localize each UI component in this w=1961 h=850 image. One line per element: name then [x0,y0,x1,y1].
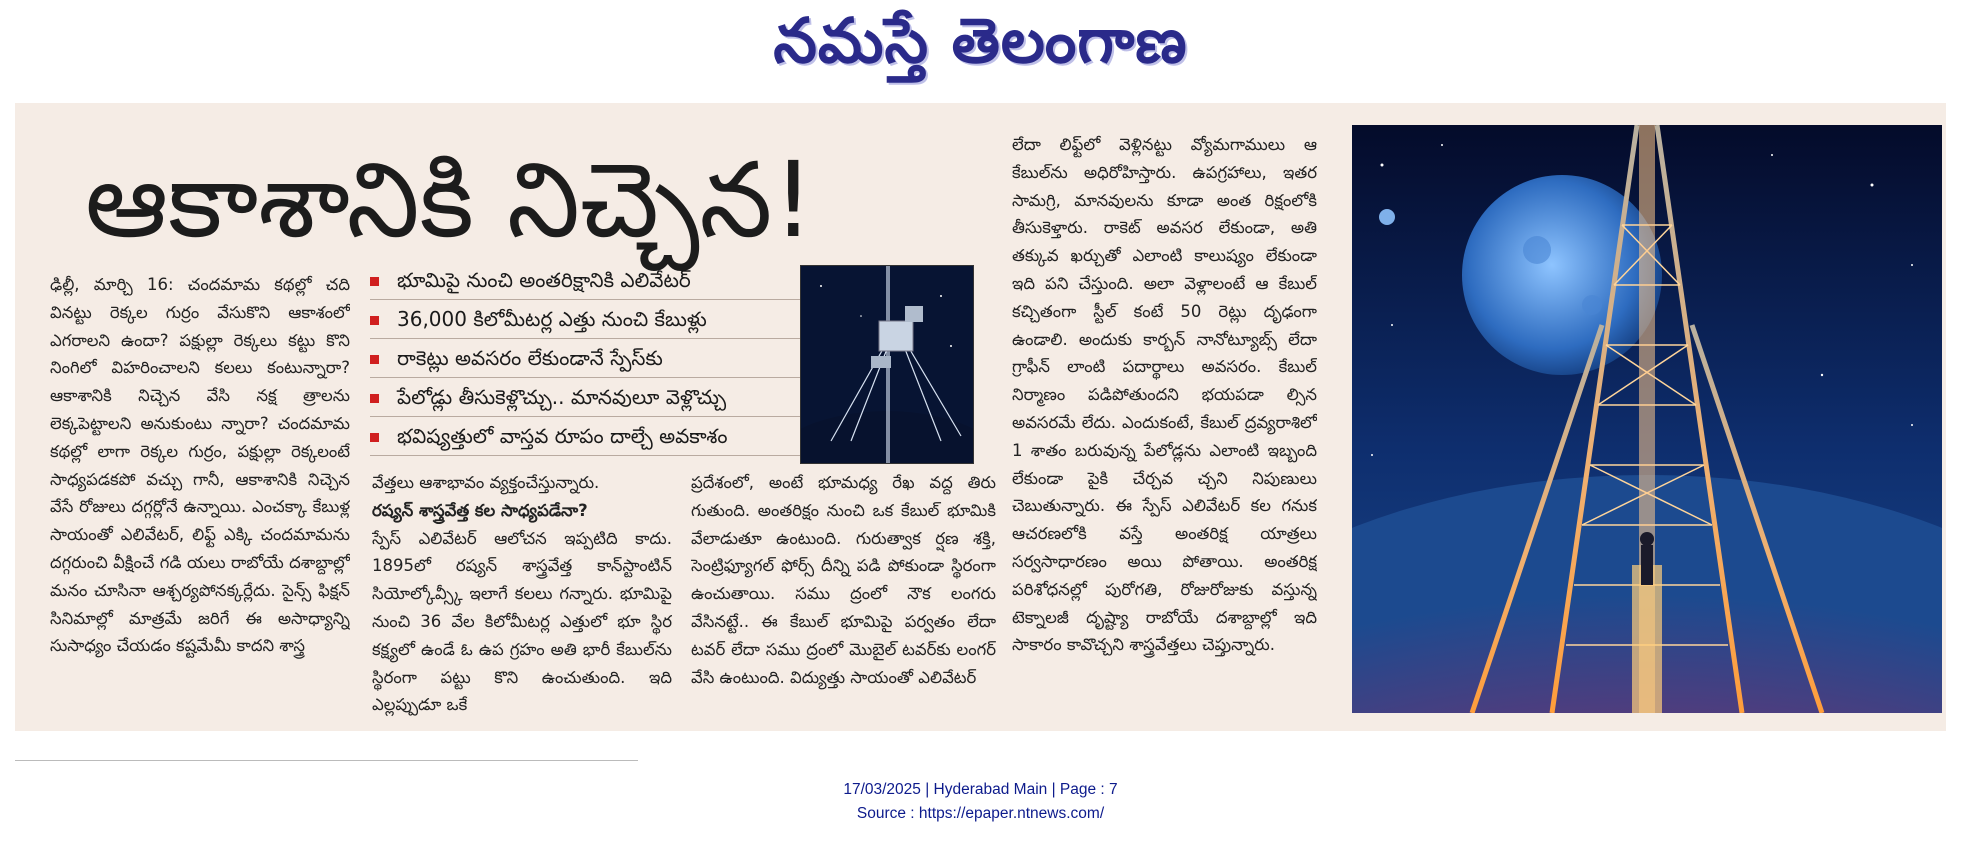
highlight-item: 36,000 కిలోమీటర్ల ఎత్తు నుంచి కేబుళ్లు [370,300,810,339]
space-elevator-inset-image [800,265,974,464]
article-column-3 [691,469,996,721]
newspaper-masthead: నమస్తే తెలంగాణ [773,4,1188,77]
subheading: రష్యన్ శాస్త్రవేత్త కల సాధ్యపడేనా? [372,500,588,520]
space-elevator-illustration [1352,125,1942,713]
highlights-list [370,261,810,456]
article-column-2 [372,469,672,721]
column-2-lead: వేత్తలు ఆశాభావం వ్యక్తంచేస్తున్నారు. [372,473,600,492]
bullet-square-icon [370,394,379,403]
edition-info: 17/03/2025 | Hyderabad Main | Page : 7 [843,781,1118,798]
bullet-square-icon [370,316,379,325]
section-divider [15,760,638,761]
bullet-square-icon [370,355,379,364]
article-block [15,103,1946,731]
column-4-text: లేదా లిఫ్ట్‌లో వెళ్లినట్టు వ్యోమగాములు ఆ కేబుల్‌ను అధిరోహిస్తారు. ఉపగ్రహాలు, ఇతర సామగ్రి, మానవులను కూడా అంత రిక్షంలోకి తీసుకెళ్తారు. రాకెట్ అవసర లేకుండా, అతి తక్కువ ఖర్చుతో ఎలాంటి కాలుష్యం లేకుండా ఇది పని చేస్తుంది. అలా వెళ్లాలంటే ఆ కేబుల్ కచ్చితంగా స్టీల్ కంటే 50 రెట్లు దృఢంగా ఉండాలి. అందుకు కార్బన్ నానోట్యూబ్స్ లేదా గ్రాఫీన్ లాంటి పదార్థాలు అవసరం. కేబుల్ నిర్మాణం పడిపోతుందని భయపడా ల్సిన అవసరమే లేదు. ఎందుకంటే, కేబుల్ ద్రవ్యరాశిలో 1 శాతం బరువున్న పేలోడ్లను ఎలాంటి ఇబ్బంది లేకుండా పైకి చేర్చవ చ్చని నిపుణులు చెబుతున్నారు. ఈ స్పేస్ ఎలివేటర్ కల గనుక ఆచరణలోకి వస్తే అంతరిక్ష యాత్రలు సర్వసాధారణం అయి పోతాయి. అంతరిక్ష పరిశోధనల్లో పురోగతి, రోజురోజుకు వస్తున్న టెక్నాలజీ దృష్ట్యా రాబోయే దశాబ్దాల్లో ఇది సాకారం కావొచ్చని శాస్త్రవేత్తలు చెప్తున్నారు. [1012,135,1317,655]
highlight-item: పేలోడ్లు తీసుకెళ్లొచ్చు.. మానవులూ వెళ్లొచ్చు [370,378,810,417]
bullet-square-icon [370,433,379,442]
highlight-item: భూమిపై నుంచి అంతరిక్షానికి ఎలివేటర్ [370,261,810,300]
page-footer [0,778,1961,826]
column-3-text: ప్రదేశంలో, అంటే భూమధ్య రేఖ వద్ద తిరు గుతుంది. అంతరిక్షం నుంచి ఒక కేబుల్ భూమికి వేలాడుతూ ఉంటుంది. గురుత్వాక ర్షణ శక్తి, సెంట్రిఫ్యూగల్ ఫోర్స్ దీన్ని పడి పోకుండా స్థిరంగా ఉంచుతాయి. సము ద్రంలో నౌక లంగరు వేసినట్టే.. ఈ కేబుల్ భూమిపై పర్వతం లేదా టవర్ లేదా సము ద్రంలో మొబైల్ టవర్‌కు లంగర్ వేసి ఉంటుంది. విద్యుత్తు సాయంతో ఎలివేటర్ [691,473,996,687]
article-column-4 [1012,131,1317,721]
highlight-item: రాకెట్లు అవసరం లేకుండానే స్పేస్‌కు [370,339,810,378]
column-1-text: ఢిల్లీ, మార్చి 16: చందమామ కథల్లో చది వినట్టు రెక్కల గుర్రం వేసుకొని ఆకాశంలో ఎగరాలని ఉందా? పక్షుల్లా రెక్కలు కట్టు కొని నింగిలో విహరించాలని కలలు కంటున్నారా? ఆకాశానికి నిచ్చెన వేసి నక్ష త్రాలను లెక్కపెట్టాలని అనుకుంటు న్నారా? చందమామ కథల్లో లాగా రెక్కల గుర్రం, పక్షుల్లా రెక్కలంటే సాధ్యపడకపో వచ్చు గానీ, ఆకాశానికి నిచ్చెన వేసే రోజులు దగ్గర్లోనే ఉన్నాయి. ఎంచక్కా కేబుళ్ల సాయంతో ఎలివేటర్, లిఫ్ట్ ఎక్కి చందమామను దగ్గరుంచి వీక్షించే గడి యలు రాబోయే దశాబ్దాల్లో మనం చూసినా ఆశ్చర్యపోనక్కర్లేదు. సైన్స్ ఫిక్షన్ సినిమాల్లో మాత్రమే జరిగే ఈ అసాధ్యాన్ని సుసాధ్యం చేయడం కష్టమేమీ కాదని శాస్త్ర [50,275,350,656]
article-headline: ఆకాశానికి నిచ్చెన! [85,139,815,261]
next-article-cut-off [700,752,1960,766]
source-link[interactable]: Source : https://epaper.ntnews.com/ [856,805,1105,822]
highlight-item: భవిష్యత్తులో వాస్తవ రూపం దాల్చే అవకాశం [370,417,810,456]
column-2-text: స్పేస్ ఎలివేటర్ ఆలోచన ఇప్పటిది కాదు. 1895లో రష్యన్ శాస్త్రవేత్త కాన్‌స్టాంటిన్ సియోల్కోవ్స్కీ ఇలాగే కలలు గన్నారు. భూమిపై నుంచి 36 వేల కిలోమీటర్ల ఎత్తులో భూ స్థిర కక్ష్యలో ఉండే ఓ ఉప గ్రహం అతి భారీ కేబుల్‌ను స్థిరంగా పట్టు కొని ఉంచుతుంది. ఇది ఎల్లప్పుడూ ఒకే [372,528,672,715]
bullet-square-icon [370,277,379,286]
article-column-1 [50,271,350,721]
